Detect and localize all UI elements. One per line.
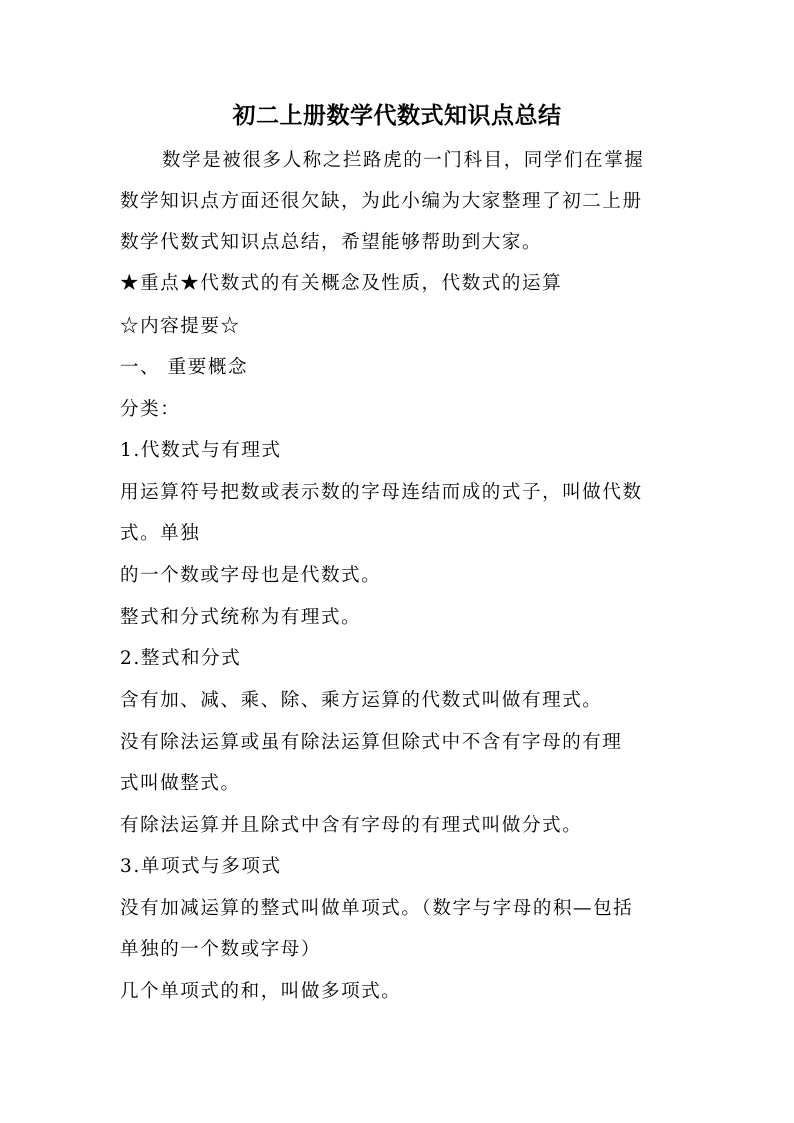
intro-line-3: 数学代数式知识点总结，希望能够帮助到大家。 [120, 232, 543, 253]
body-line: 式叫做整式。 [120, 773, 241, 794]
content-summary-heading: ☆内容提要☆ [120, 316, 241, 337]
body-line: 有除法运算并且除式中含有字母的有理式叫做分式。 [120, 815, 583, 836]
body-line: 用运算符号把数或表示数的字母连结而成的式子，叫做代数 [120, 482, 643, 503]
body-line: 含有加、减、乘、除、乘方运算的代数式叫做有理式。 [120, 690, 603, 711]
subheading-algebraic-rational: 1.代数式与有理式 [120, 440, 282, 461]
body-line: 单独的一个数或字母） [120, 939, 322, 960]
body-line: 没有除法运算或虽有除法运算但除式中不含有字母的有理 [120, 732, 623, 753]
body-line: 的一个数或字母也是代数式。 [120, 565, 382, 586]
intro-line-1: 数学是被很多人称之拦路虎的一门科目，同学们在掌握 [162, 150, 645, 171]
intro-line-2: 数学知识点方面还很欠缺，为此小编为大家整理了初二上册 [120, 191, 643, 212]
section-heading-important-concepts: 一、 重要概念 [120, 357, 249, 378]
body-line: 整式和分式统称为有理式。 [120, 607, 362, 628]
body-line: 没有加减运算的整式叫做单项式。（数字与字母的积—包括 [120, 898, 634, 919]
document-title: 初二上册数学代数式知识点总结 [232, 102, 562, 129]
key-points-line: ★重点★代数式的有关概念及性质，代数式的运算 [120, 273, 563, 294]
body-line: 式。单独 [120, 523, 201, 544]
subheading-integral-fractional: 2.整式和分式 [120, 648, 242, 669]
classification-label: 分类： [120, 399, 181, 420]
subheading-monomial-polynomial: 3.单项式与多项式 [120, 856, 282, 877]
body-line: 几个单项式的和，叫做多项式。 [120, 981, 402, 1002]
